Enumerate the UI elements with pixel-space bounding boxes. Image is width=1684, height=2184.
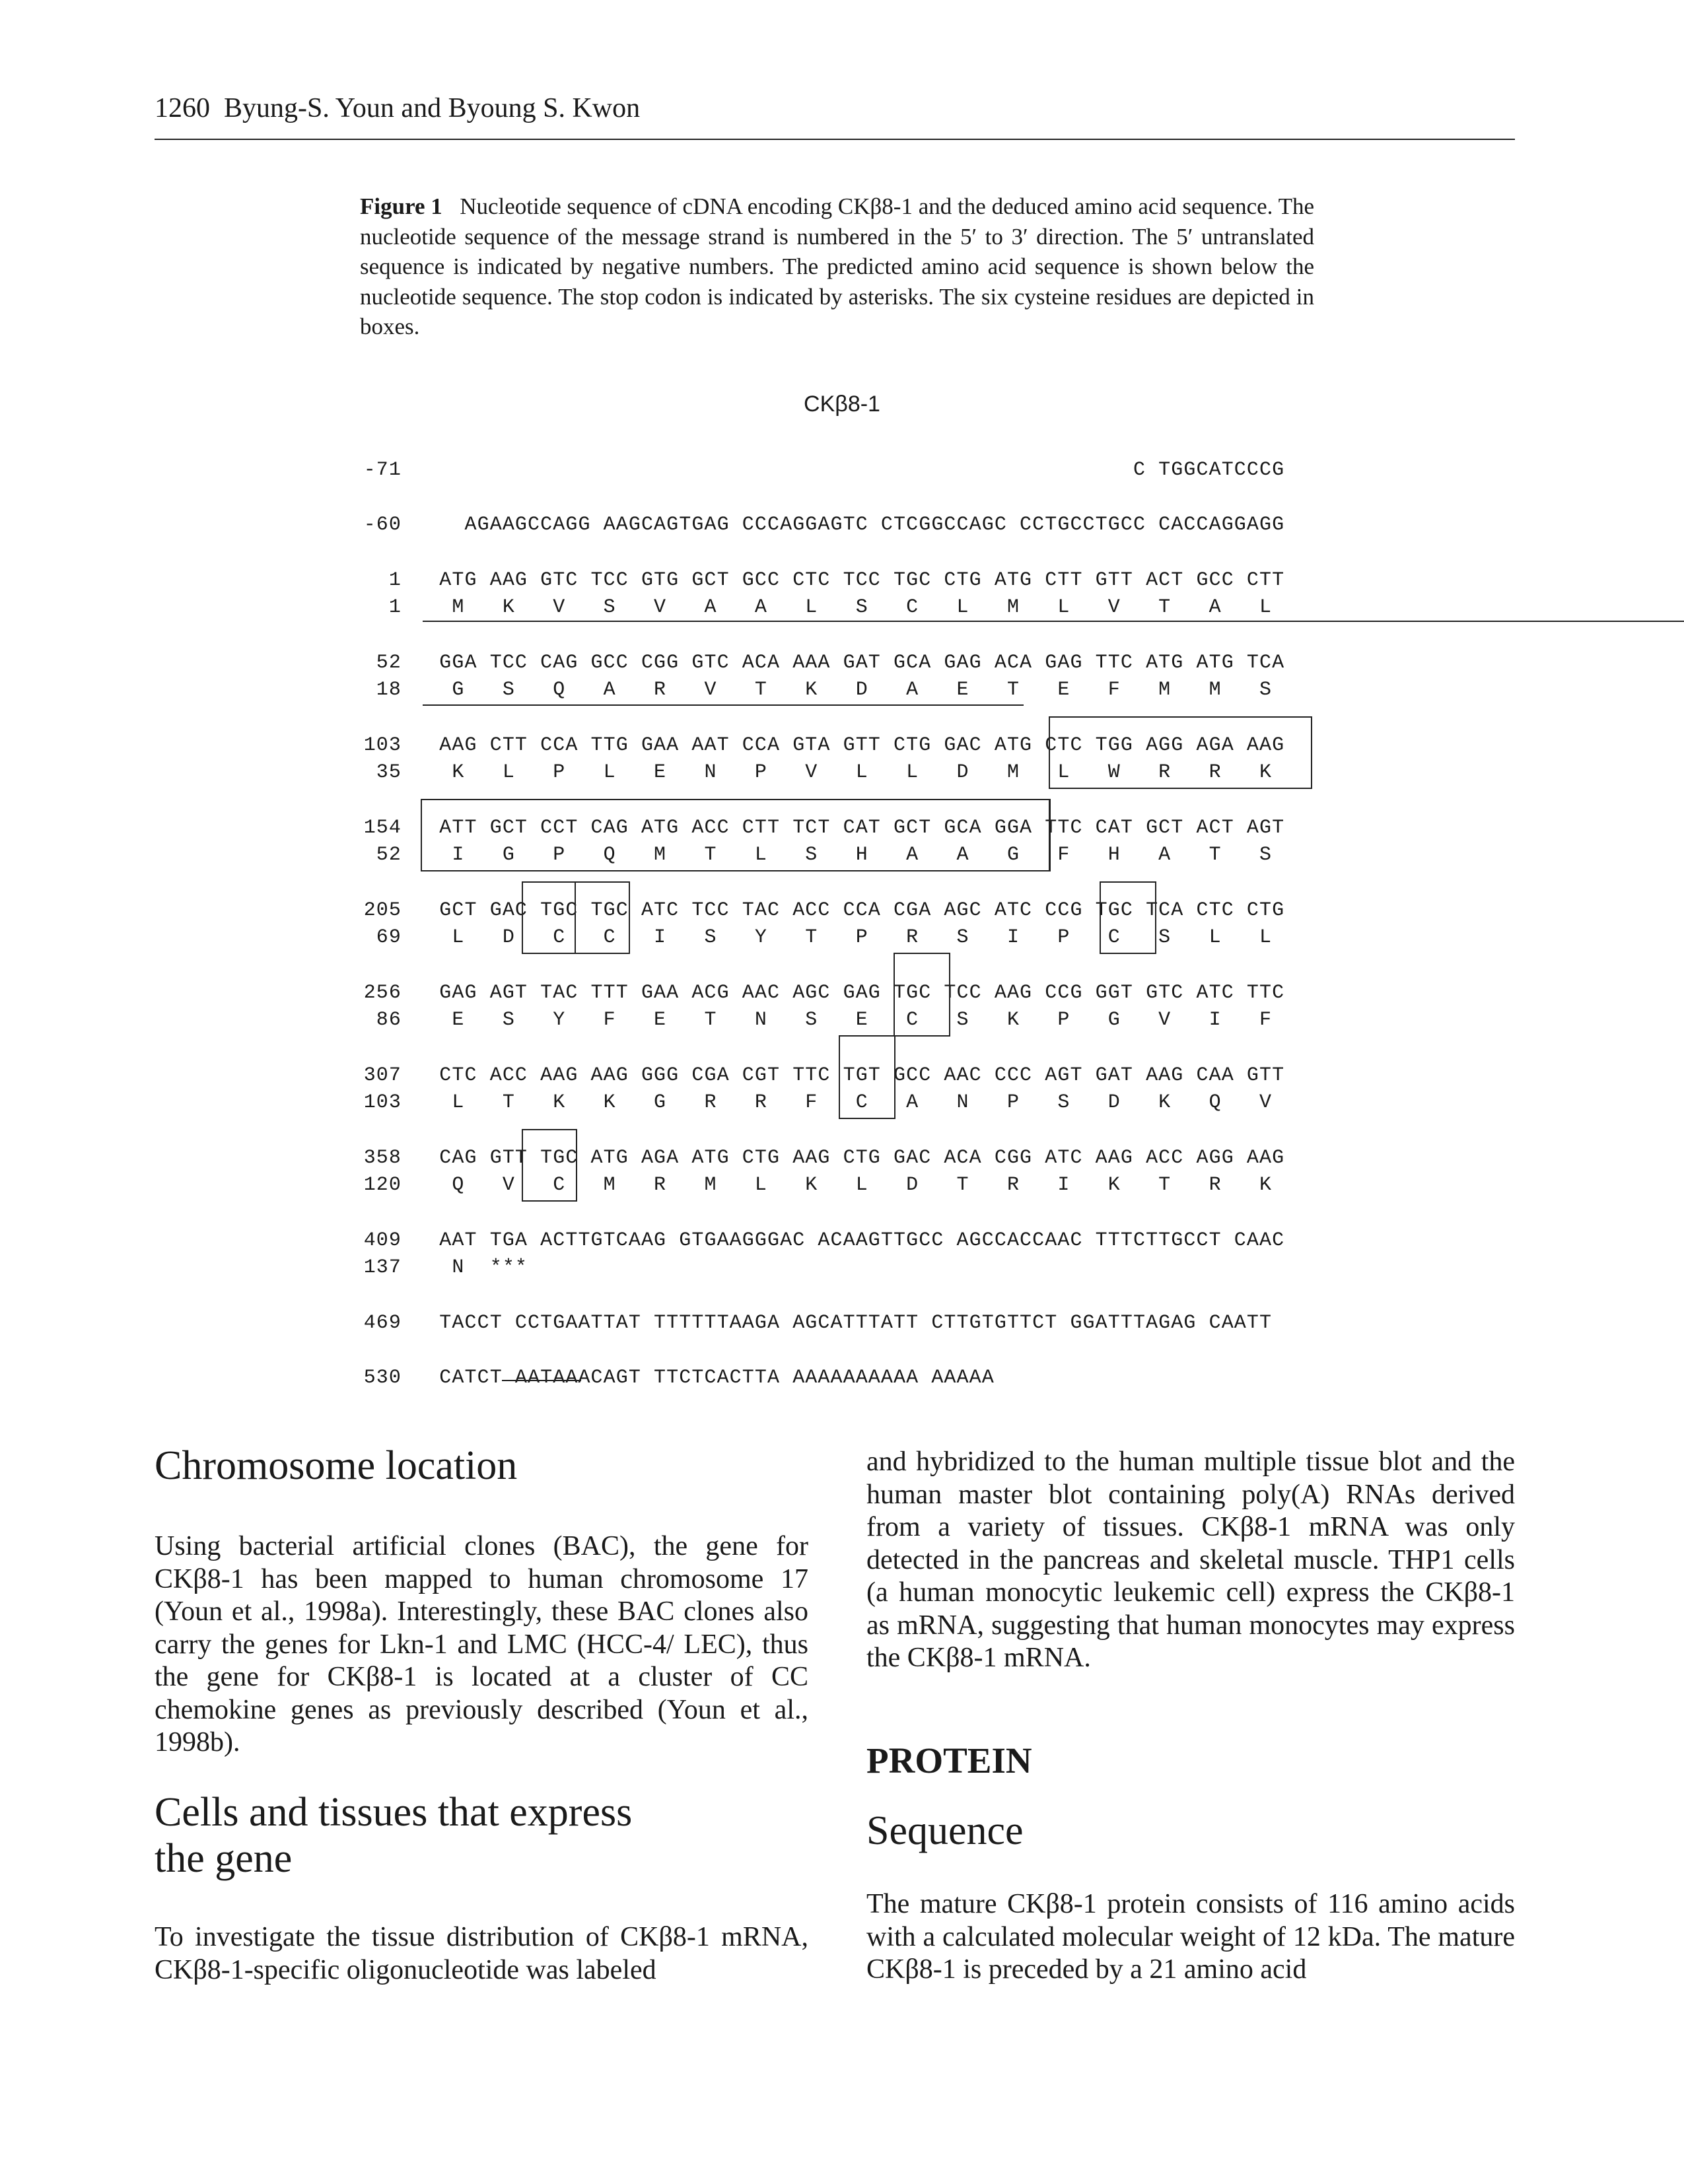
sequence-position-number: 69: [376, 926, 402, 949]
box-divider: [1049, 799, 1050, 871]
sequence-position-number: 18: [376, 679, 402, 701]
sequence-text: ATT GCT CCT CAG ATG ACC CTT TCT CAT GCT GCA GGA TTC CAT GCT ACT AGT: [402, 817, 1285, 839]
sequence-text: AAG CTT CCA TTG GAA AAT CCA GTA GTT CTG GAC ATG CTC TGG AGG AGA AAG: [402, 734, 1285, 757]
sequence-position-number: 52: [376, 652, 402, 674]
sequence-text: ATG AAG GTC TCC GTG GCT GCC CTC TCC TGC CTG ATG CTT GTT ACT GCC CTT: [402, 569, 1285, 592]
sequence-position-number: 205: [363, 899, 402, 922]
sequence-text: TACCT CCTGAATTAT TTTTTTAAGA AGCATTTATT CTTGTGTTCT GGATTTAGAG CAATT: [402, 1312, 1273, 1334]
sequence-line: [357, 1256, 528, 1279]
sequence-text: L T K K G R R F C A N P S D K Q V: [402, 1091, 1285, 1114]
sequence-position-number: 52: [376, 844, 402, 866]
sequence-line: [357, 1064, 1284, 1087]
sequence-line: [357, 1147, 1284, 1169]
sequence-position-number: 530: [363, 1367, 402, 1389]
sequence-line: [357, 1009, 1284, 1031]
sequence-position-number: 86: [376, 1009, 402, 1031]
sequence-text: G S Q A R V T K D A E T E F M M S: [402, 679, 1285, 701]
sequence-text: M K V S V A A L S C L M L V T A L: [402, 596, 1285, 619]
cysteine-box: [522, 881, 630, 954]
sequence-position-number: -71: [363, 459, 402, 481]
cysteine-box: [1049, 716, 1312, 789]
sequence-underline: [423, 704, 1024, 706]
sequence-underline: [502, 1380, 581, 1381]
cysteine-box: [421, 799, 1051, 871]
figure-title: CKβ8-1: [804, 392, 880, 417]
caption-text: Nucleotide sequence of cDNA encoding CKβ8-1 and the deduced amino acid sequence. The nucleotide sequence of the message strand is numbered in the 5′ to 3′ direction. The 5′ untranslated sequence is indicated by negative numbers. The predicted amino acid sequence is shown below the nucleotide sequence. The stop codon is indicated by asterisks. The six cysteine residues are depicted in boxes.: [360, 193, 1314, 339]
page-number: 1260: [155, 93, 210, 123]
sequence-line: [357, 1091, 1284, 1114]
sequence-position-number: 137: [363, 1256, 402, 1279]
sequence-position-number: 1: [388, 569, 402, 592]
sequence-text: E S Y F E T N S E C S K P G V I F: [402, 1009, 1285, 1031]
sequence-position-number: 35: [376, 761, 402, 784]
paragraph-hybridization: and hybridized to the human multiple tissue blot and the human master blot containing poly(A) RNAs derived from a variety of tissues. CKβ8-1 mRNA was only detected in the pancreas and skeletal muscle. THP1 cells (a human monocytic leukemic cell) express the CKβ8-1 as mRNA, suggesting that human monocytes may express the CKβ8-1 mRNA.: [866, 1447, 1515, 1673]
sequence-position-number: 1: [388, 596, 402, 619]
heading-protein: PROTEIN: [866, 1740, 1032, 1781]
paragraph-tissue-distribution: To investigate the tissue distribution of CKβ8-1 mRNA, CKβ8-1-specific oligonucleotide was labeled: [155, 1922, 808, 1985]
cysteine-box: [522, 1129, 577, 1202]
sequence-line: [357, 1312, 1272, 1334]
sequence-position-number: 256: [363, 982, 402, 1004]
sequence-line: [357, 514, 1284, 536]
paragraph-chromosome-location: Using bacterial artificial clones (BAC), the gene for CKβ8-1 has been mapped to human chromosome 17 (Youn et al., 1998a). Interestingly, these BAC clones also carry the genes for Lkn-1 and LMC (HCC-4/ LEC), thus the gene for CKβ8-1 is located at a cluster of CC chemokine genes as previously described (Youn et al., 1998b).: [155, 1531, 808, 1757]
sequence-position-number: 358: [363, 1147, 402, 1169]
sequence-line: [357, 1367, 995, 1389]
sequence-underline: [423, 621, 1684, 622]
sequence-line: [357, 652, 1284, 674]
sequence-line: [357, 1229, 1284, 1252]
sequence-position-number: 409: [363, 1229, 402, 1252]
sequence-position-number: 103: [363, 1091, 402, 1114]
cysteine-box: [1100, 881, 1156, 954]
sequence-text: L D C C I S Y T P R S I P C S L L: [402, 926, 1285, 949]
sequence-text: CATCT AATAAACAGT TTCTCACTTA AAAAAAAAAA AAAAA: [402, 1367, 995, 1389]
sequence-text: K L P L E N P V L L D M L W R R K: [402, 761, 1285, 784]
figure-label: Figure 1: [360, 193, 442, 219]
sequence-position-number: -60: [363, 514, 402, 536]
sequence-position-number: 307: [363, 1064, 402, 1087]
heading-cells-tissues: Cells and tissues that express the gene: [155, 1790, 633, 1881]
sequence-text: GGA TCC CAG GCC CGG GTC ACA AAA GAT GCA GAG ACA GAG TTC ATG ATG TCA: [402, 652, 1285, 674]
paragraph-mature-protein: The mature CKβ8-1 protein consists of 116 amino acids with a calculated molecular weight of 12 kDa. The mature CKβ8-1 is preceded by a 21 amino acid: [866, 1889, 1515, 1985]
sequence-line: [357, 596, 1284, 619]
sequence-position-number: 103: [363, 734, 402, 757]
sequence-text: CTC ACC AAG AAG GGG CGA CGT TTC TGT GCC AAC CCC AGT GAT AAG CAA GTT: [402, 1064, 1285, 1087]
sequence-position-number: 154: [363, 817, 402, 839]
sequence-line: [357, 569, 1284, 592]
heading-chromosome-location: Chromosome location: [155, 1443, 518, 1488]
sequence-line: [357, 982, 1284, 1004]
sequence-text: GCT GAC TGC TGC ATC TCC TAC ACC CCA CGA AGC ATC CCG TGC TCA CTC CTG: [402, 899, 1285, 922]
cysteine-box: [839, 1035, 895, 1119]
sequence-text: Q V C M R M L K L D T R I K T R K: [402, 1174, 1285, 1196]
sequence-text: C TGGCATCCCG: [402, 459, 1285, 481]
sequence-text: N ***: [402, 1256, 528, 1279]
sequence-text: CAG GTT TGC ATG AGA ATG CTG AAG CTG GAC ACA CGG ATC AAG ACC AGG AAG: [402, 1147, 1285, 1169]
sequence-line: [357, 1174, 1284, 1196]
sequence-line: [357, 459, 1284, 481]
sequence-text: AGAAGCCAGG AAGCAGTGAG CCCAGGAGTC CTCGGCCAGC CCTGCCTGCC CACCAGGAGG: [402, 514, 1285, 536]
cysteine-box: [894, 953, 950, 1037]
sequence-position-number: 469: [363, 1312, 402, 1334]
sequence-position-number: 120: [363, 1174, 402, 1196]
box-divider: [575, 881, 576, 954]
sequence-text: I G P Q M T L S H A A G F H A T S: [402, 844, 1285, 866]
sequence-text: AAT TGA ACTTGTCAAG GTGAAGGGAC ACAAGTTGCC AGCCACCAAC TTTCTTGCCT CAAC: [402, 1229, 1285, 1252]
sequence-text: GAG AGT TAC TTT GAA ACG AAC AGC GAG TGC TCC AAG CCG GGT GTC ATC TTC: [402, 982, 1285, 1004]
heading-sequence: Sequence: [866, 1808, 1024, 1853]
authors: Byung-S. Youn and Byoung S. Kwon: [224, 93, 641, 123]
sequence-line: [357, 679, 1284, 701]
